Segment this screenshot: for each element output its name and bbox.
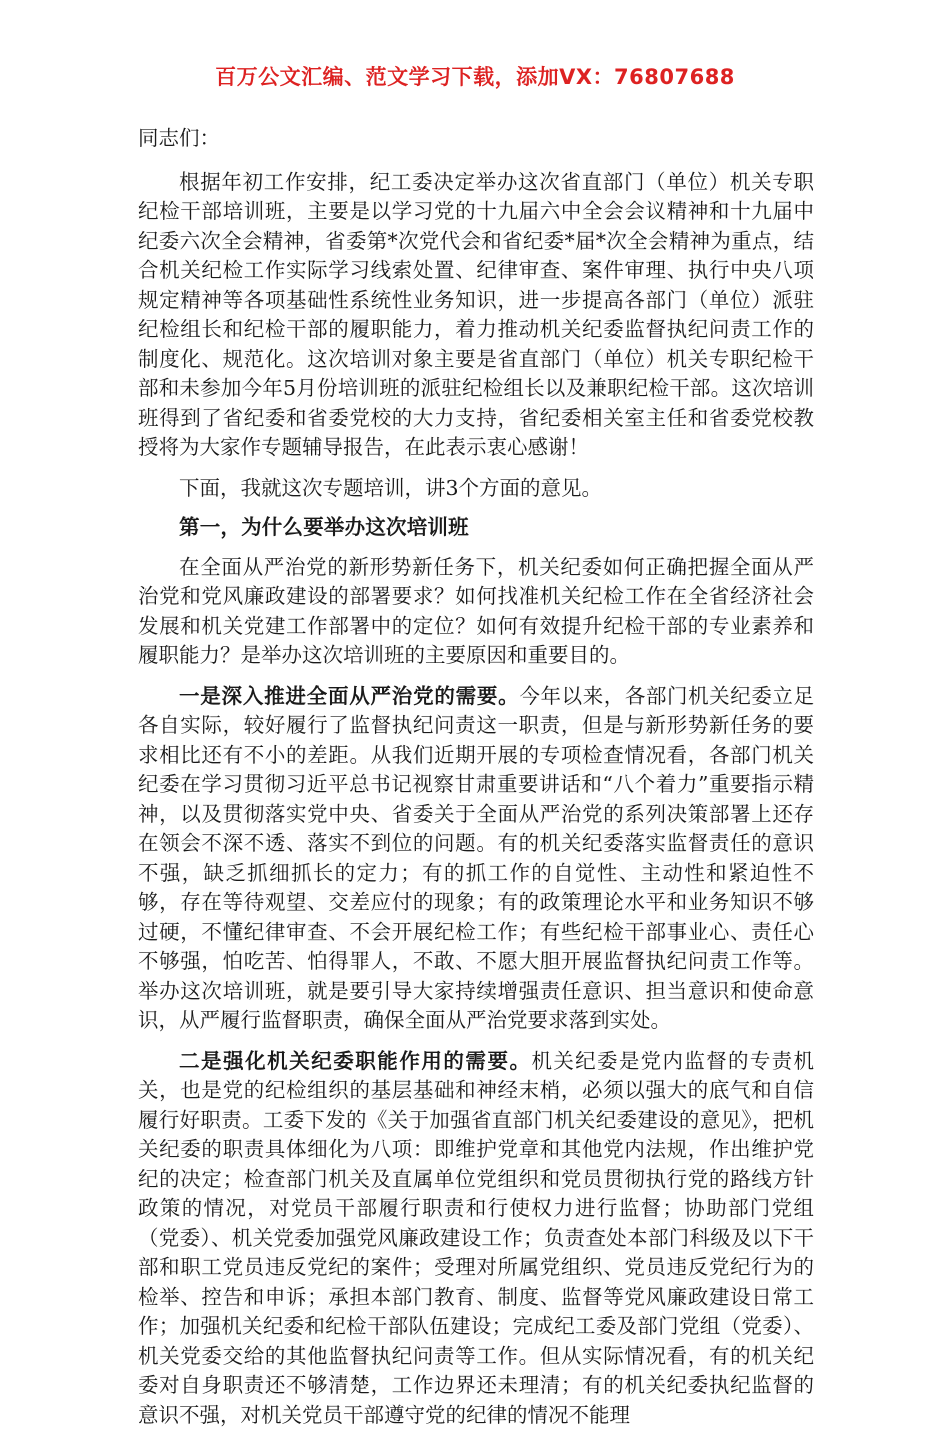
paragraph-point-two-lead: 二是强化机关纪委职能作用的需要。 xyxy=(179,1048,532,1073)
paragraph-point-two xyxy=(138,1047,814,1431)
paragraph-point-one-lead: 一是深入推进全面从严治党的需要。 xyxy=(179,683,520,708)
section-heading-first: 第一，为什么要举办这次培训班 xyxy=(179,515,469,539)
promo-banner: 百万公文汇编、范文学习下载，添加VX：76807688 xyxy=(215,65,735,89)
paragraph-intro: 根据年初工作安排，纪工委决定举办这次省直部门（单位）机关专职纪检干部培训班，主要是以学习党的十九届六中全会会议精神和十九届中纪委六次全会精神，省委第*次党代会和省纪委*届*次全会精神为重点，结合机关纪检工作实际学习线索处置、纪律审查、案件审理、执行中央八项规定精神等各项基础性系统性业务知识，进一步提高各部门（单位）派驻纪检组长和纪检干部的履职能力，着力推动机关纪委监督执纪问责工作的制度化、规范化。这次培训对象主要是省直部门（单位）机关专职纪检干部和未参加今年5月份培训班的派驻纪检组长以及兼职纪检干部。这次培训班得到了省纪委和省委党校的大力支持，省纪委相关室主任和省委党校教授将为大家作专题辅导报告，在此表示衷心感谢！ xyxy=(138,169,814,459)
paragraph-why: 在全面从严治党的新形势新任务下，机关纪委如何正确把握全面从严治党和党风廉政建设的部署要求？如何找准机关纪检工作在全省经济社会发展和机关党建工作部署中的定位？如何有效提升纪检干部的专业素养和履职能力？是举办这次培训班的主要原因和重要目的。 xyxy=(138,554,814,667)
paragraph-point-two-text: 机关纪委是党内监督的专责机关，也是党的纪检组织的基层基础和神经末梢，必须以强大的底气和自信履行好职责。工委下发的《关于加强省直部门机关纪委建设的意见》，把机关纪委的职责具体细化为八项：即维护党章和其他党内法规，作出维护党纪的决定；检查部门机关及直属单位党组织和党员贯彻执行党的路线方针政策的情况，对党员干部履行职责和行使权力进行监督；协助部门党组（党委）、机关党委加强党风廉政建设工作；负责查处本部门科级及以下干部和职工党员违反党纪的案件；受理对所属党组织、党员违反党纪行为的检举、控告和申诉；承担本部门教育、制度、监督等党风廉政建设日常工作；加强机关纪委和纪检干部队伍建设；完成纪工委及部门党组（党委）、机关党委交给的其他监督执纪问责等工作。但从实际情况看，有的机关纪委对自身职责还不够清楚，工作边界还未理清；有的机关纪委执纪监督的意识不强，对机关党员干部遵守党的纪律的情况不能理 xyxy=(138,1048,814,1427)
salutation: 同志们： xyxy=(138,126,220,150)
document-body xyxy=(138,124,814,1434)
paragraph-point-one-text: 今年以来，各部门机关纪委立足各自实际，较好履行了监督执纪问责这一职责，但是与新形势新任务的要求相比还有不小的差距。从我们近期开展的专项检查情况看，各部门机关纪委在学习贯彻习近平总书记视察甘肃重要讲话和“八个着力”重要指示精神，以及贯彻落实党中央、省委关于全面从严治党的系列决策部署上还存在领会不深不透、落实不到位的问题。有的机关纪委落实监督责任的意识不强，缺乏抓细抓长的定力；有的抓工作的自觉性、主动性和紧迫性不够，存在等待观望、交差应付的现象；有的政策理论水平和业务知识不够过硬，不懂纪律审查、不会开展纪检工作；有些纪检干部事业心、责任心不够强，怕吃苦、怕得罪人，不敢、不愿大胆开展监督执纪问责工作等。举办这次培训班，就是要引导大家持续增强责任意识、担当意识和使命意识，从严履行监督职责，确保全面从严治党要求落到实处。 xyxy=(138,683,814,1032)
paragraph-point-one xyxy=(138,682,814,1036)
paragraph-outline: 下面，我就这次专题培训，讲3个方面的意见。 xyxy=(179,475,603,500)
